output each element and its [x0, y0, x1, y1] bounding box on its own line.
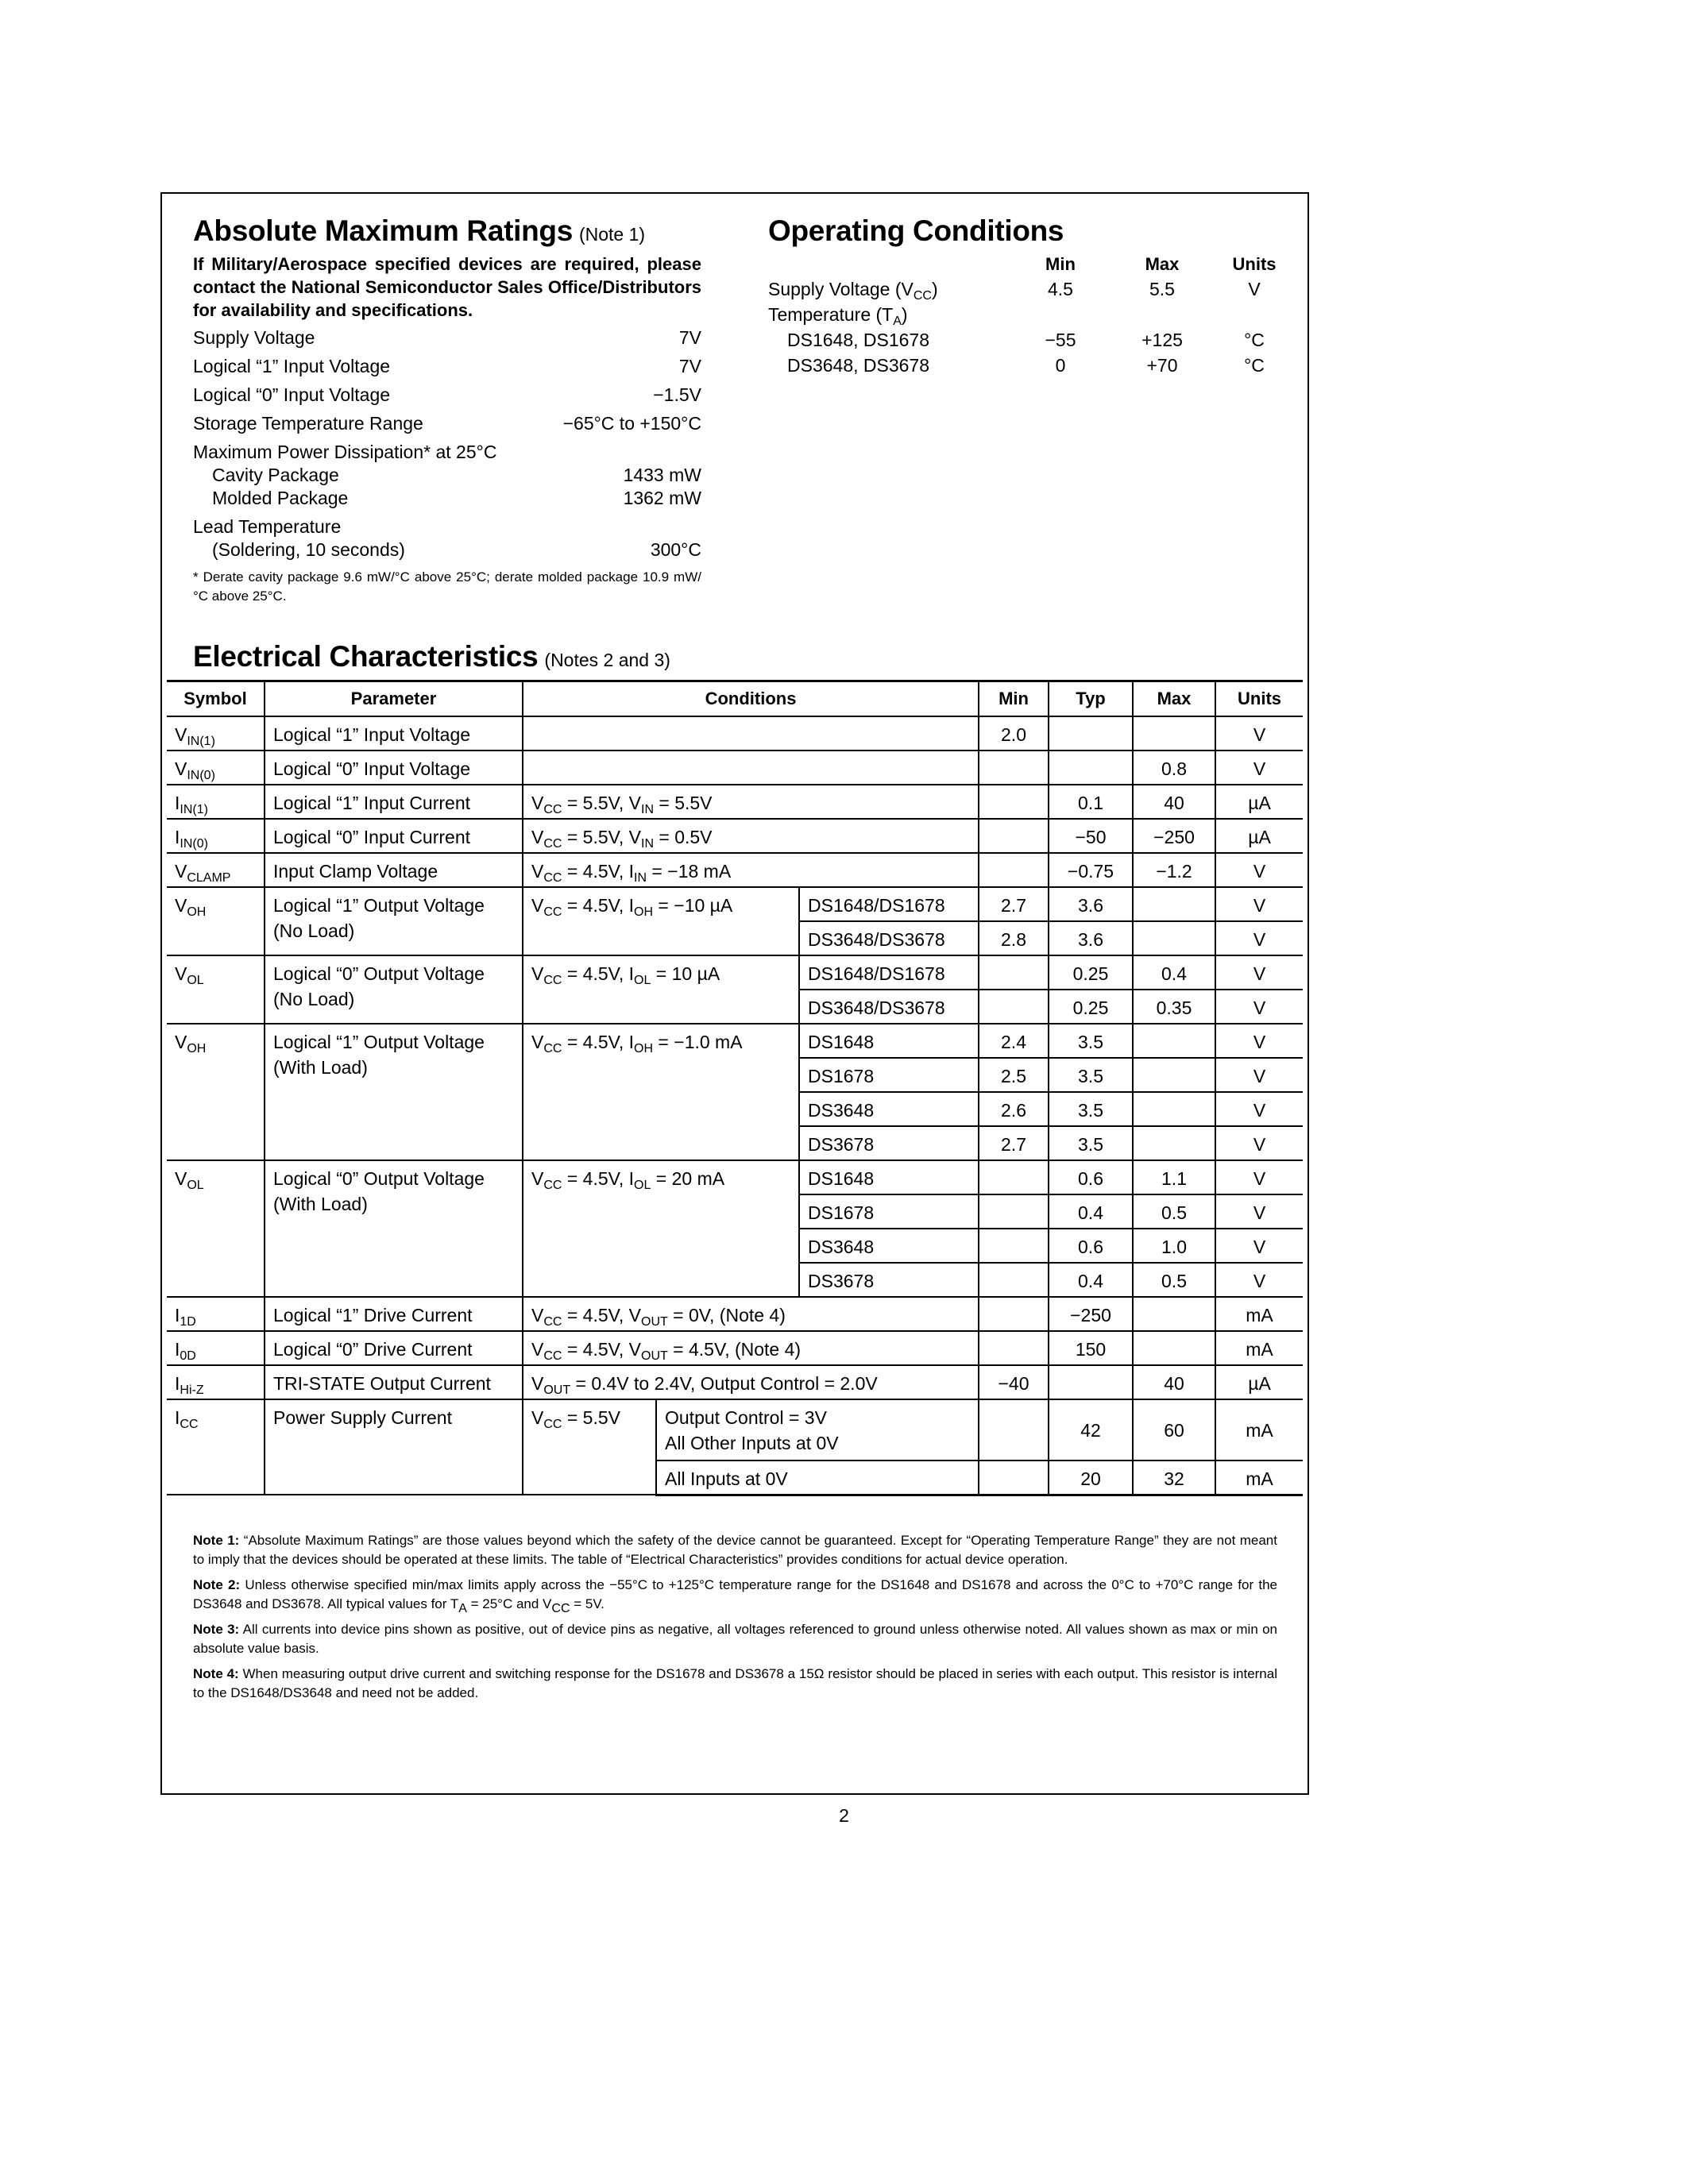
amr-row: Maximum Power Dissipation* at 25°C	[193, 442, 497, 462]
table-header-row	[167, 681, 1303, 717]
amr-title: Absolute Maximum Ratings (Note 1)	[193, 214, 646, 247]
note-3: Note 3: All currents into device pins shown as positive, out of device pins as negative, all voltages referenced to ground unless otherwise noted. All values shown as max or min on absolute value basis.	[193, 1622, 1277, 1656]
table-row: $V_{OL}$ Logical “0” Output Voltage (With Load) $V_{CC} = 4.5V$, $I_{OL} = 20$ mA DS1648 0.6 1.1 V	[167, 1160, 1303, 1194]
amr-intro: If Military/Aerospace specified devices are required, please contact the National Semiconductor Sales Office/Distributors for availability and specifications.	[193, 254, 701, 320]
oc-header: Min Max Units	[1045, 254, 1277, 274]
electrical-characteristics-table	[167, 680, 1303, 1496]
table-row: $V_{IN(1)}$ Logical “1” Input Voltage 2.0 V	[167, 716, 1303, 751]
amr-row: Logical “1” Input Voltage 7V	[193, 356, 701, 376]
table-row: DS1678 2.5 3.5 V	[167, 1058, 1303, 1092]
oc-table	[768, 253, 1284, 378]
amr-row: Logical “0” Input Voltage −1.5V	[193, 384, 701, 405]
oc-row-supply: Supply Voltage $(V_{CC})$ 4.5 5.5 V	[768, 279, 1261, 303]
amr-row: Molded Package 1362 mW	[212, 488, 701, 508]
ec-title: Electrical Characteristics (Notes 2 and 3)	[193, 640, 670, 673]
page-number: 2	[839, 1805, 849, 1826]
table-row: DS3648 0.6 1.0 V	[167, 1229, 1303, 1263]
table-row: $I_{CC}$ Power Supply Current $V_{CC} = 5.5V$ Output Control = 3V All Other Inputs at 0V 42 60 mA	[167, 1399, 1303, 1461]
table-row: $I_{1D}$ Logical “1” Drive Current $V_{CC} = 4.5V$, $V_{OUT} = 0V$, (Note 4) −250 mA	[167, 1297, 1303, 1331]
col-conditions: Conditions	[523, 681, 979, 717]
oc-row: DS3648, DS3678 0 +70 °C	[787, 355, 1265, 376]
table-row: $I_{IN(1)}$ Logical “1” Input Current $V_{CC} = 5.5V$, $V_{IN} = 5.5V$ 0.1 40 µA	[167, 785, 1303, 819]
note-4: Note 4: When measuring output drive current and switching response for the DS1678 and DS3678 a 15Ω resistor should be placed in series with each output. This resistor is internal to the DS1648/DS3648 and need not be added.	[193, 1666, 1277, 1700]
table-row: All Inputs at 0V 20 32 mA	[167, 1461, 1303, 1495]
col-min: Min	[979, 681, 1049, 717]
col-units: Units	[1215, 681, 1303, 717]
col-max: Max	[1133, 681, 1215, 717]
table-row: DS3648 2.6 3.5 V	[167, 1092, 1303, 1126]
table-row: $I_{0D}$ Logical “0” Drive Current $V_{CC} = 4.5V$, $V_{OUT} = 4.5V$, (Note 4) 150 mA	[167, 1331, 1303, 1365]
oc-title: Operating Conditions	[768, 214, 1064, 247]
table-row: $V_{IN(0)}$ Logical “0” Input Voltage 0.8 V	[167, 751, 1303, 785]
notes	[193, 1531, 1277, 1709]
amr-row: (Soldering, 10 seconds) 300°C	[212, 539, 701, 560]
table-row: DS3678 2.7 3.5 V	[167, 1126, 1303, 1160]
note-1: Note 1: “Absolute Maximum Ratings” are those values beyond which the safety of the device cannot be guaranteed. Except for “Operating Temperature Range” they are not meant to imply that the devices should be operated at these limits. The table of “Electrical Characteristics” provides conditions for actual device operation.	[193, 1533, 1277, 1567]
table-row: DS3678 0.4 0.5 V	[167, 1263, 1303, 1297]
absolute-maximum-ratings	[193, 214, 701, 606]
note-2: Note 2: Unless otherwise specified min/max limits apply across the −55°C to +125°C temperature range for the DS1648 and DS1678 and across the 0°C to +70°C range for the DS3648 and DS3678. All typical values for $T_A = 25^\circ C$ and $V_{CC} = 5V$.	[193, 1577, 1277, 1615]
oc-row-temperature: Temperature $(T_A)$	[768, 304, 908, 328]
amr-footnote: * Derate cavity package 9.6 mW/°C above 25°C; derate molded package 10.9 mW/°C above 25°C.	[193, 569, 701, 604]
oc-row: DS1648, DS1678 −55 +125 °C	[787, 330, 1265, 350]
table-row: DS3648/DS3678 0.25 0.35 V	[167, 990, 1303, 1024]
col-typ: Typ	[1049, 681, 1133, 717]
table-row: $I_{IN(0)}$ Logical “0” Input Current $V_{CC} = 5.5V$, $V_{IN} = 0.5V$ −50 −250 µA	[167, 819, 1303, 853]
table-row: $I_{Hi-Z}$ TRI-STATE Output Current $V_{OUT} = 0.4V$ to 2.4V, Output Control = 2.0V −40 40 µA	[167, 1365, 1303, 1399]
table-row: DS3648/DS3678 2.8 3.6 V	[167, 921, 1303, 955]
table-row: $V_{OH}$ Logical “1” Output Voltage (With Load) $V_{CC} = 4.5V$, $I_{OH} = -1.0$ mA DS1648 2.4 3.5 V	[167, 1024, 1303, 1058]
table-row: $V_{OH}$ Logical “1” Output Voltage (No Load) $V_{CC} = 4.5V$, $I_{OH} = -10$ µA DS1648/DS1678 2.7 3.6 V	[167, 887, 1303, 921]
amr-row: Storage Temperature Range −65°C to +150°C	[193, 413, 701, 434]
col-parameter: Parameter	[265, 681, 523, 717]
amr-row: Cavity Package 1433 mW	[212, 465, 701, 485]
amr-row: Supply Voltage 7V	[193, 327, 701, 348]
amr-row: Lead Temperature	[193, 516, 342, 537]
operating-conditions	[768, 214, 1284, 376]
amr-list	[193, 326, 701, 561]
table-row: $V_{CLAMP}$ Input Clamp Voltage $V_{CC} = 4.5V$, $I_{IN} = -18$ mA −0.75 −1.2 V	[167, 853, 1303, 887]
table-row: DS1678 0.4 0.5 V	[167, 1194, 1303, 1229]
table-row: $V_{OL}$ Logical “0” Output Voltage (No Load) $V_{CC} = 4.5V$, $I_{OL} = 10$ µA DS1648/DS1678 0.25 0.4 V	[167, 955, 1303, 990]
col-symbol: Symbol	[167, 681, 265, 717]
